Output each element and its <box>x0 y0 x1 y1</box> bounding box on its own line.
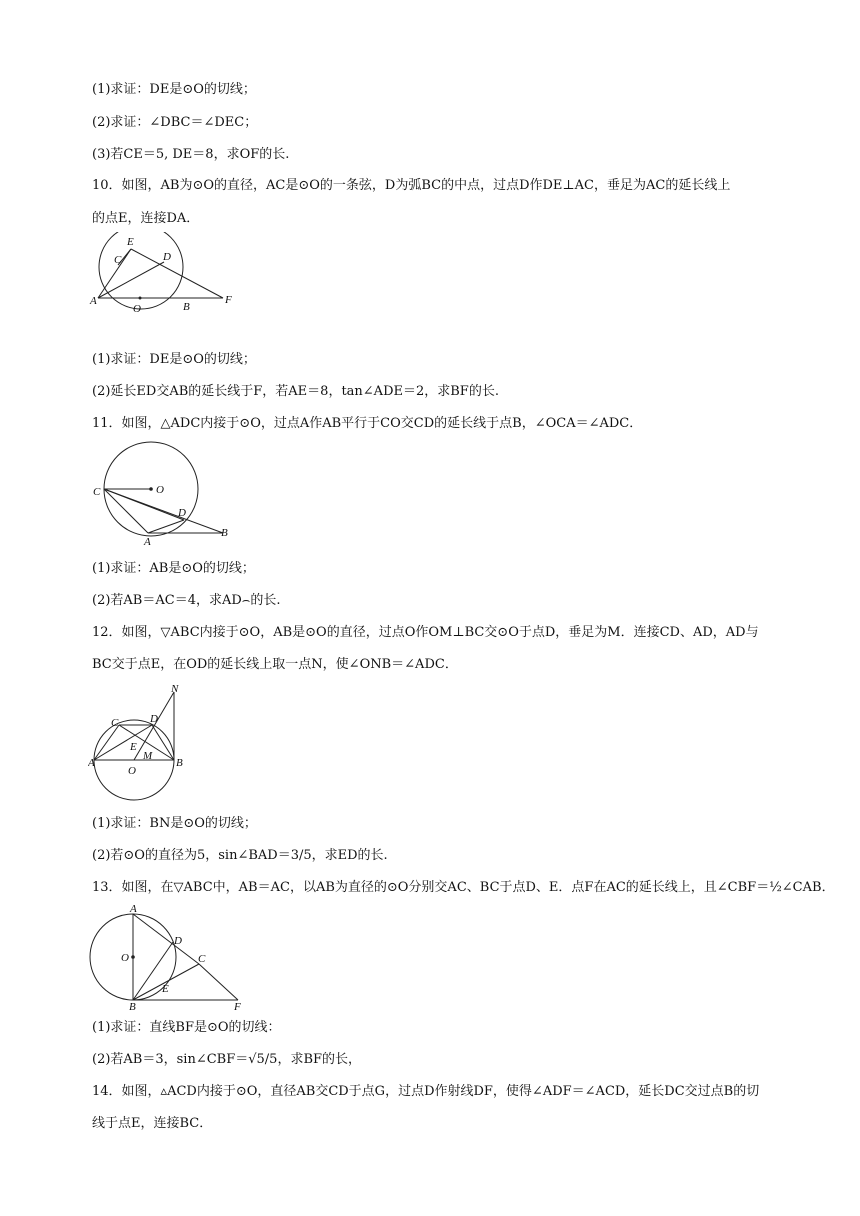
q12-part1: (1)求证：BN是⊙O的切线； <box>92 816 257 831</box>
q11-part1: (1)求证：AB是⊙O的切线； <box>92 561 255 576</box>
label-f: F <box>225 294 232 306</box>
q9-part1: (1)求证：DE是⊙O的切线； <box>92 82 256 97</box>
q12-stem: 12．如图，▽ABC内接于⊙O，AB是⊙O的直径，过点O作OM⊥BC交⊙O于点D，垂足为M．连接CD、AD，AD与 <box>92 625 759 640</box>
label-e: E <box>127 236 134 248</box>
label-b: B <box>183 301 190 313</box>
label-d: D <box>178 507 186 519</box>
label-a: A <box>144 536 151 548</box>
label-n: N <box>171 684 179 695</box>
figure-q13 <box>88 902 248 1012</box>
q12-part2: (2)若⊙O的直径为5，sin∠BAD＝3/5，求ED的长. <box>92 848 388 863</box>
q10-stem-cont: 的点E，连接DA． <box>92 211 200 226</box>
label-c: C <box>198 953 206 965</box>
q10-part2: (2)延长ED交AB的延长线于F，若AE＝8，tan∠ADE＝2，求BF的长. <box>92 384 499 399</box>
label-d: D <box>163 251 171 263</box>
label-d: D <box>150 713 158 725</box>
label-c: C <box>93 486 101 498</box>
figure-q11 <box>88 440 248 550</box>
label-m: M <box>143 750 153 762</box>
label-c: C <box>111 717 119 729</box>
q9-part2: (2)求证：∠DBC＝∠DEC； <box>92 115 258 130</box>
label-b: B <box>176 757 183 769</box>
label-e: E <box>162 983 169 995</box>
figure-q10 <box>88 232 248 318</box>
q13-part2: (2)若AB＝3，sin∠CBF＝√5/5，求BF的长， <box>92 1052 362 1067</box>
q10-part1: (1)求证：DE是⊙O的切线； <box>92 352 256 367</box>
q14-stem: 14．如图，▵ACD内接于⊙O，直径AB交CD于点G，过点D作射线DF，使得∠ADF＝∠ACD，延长DC交过点B的切 <box>92 1084 760 1099</box>
label-b: B <box>221 527 228 539</box>
q13-stem: 13．如图，在▽ABC中，AB＝AC，以AB为直径的⊙O分别交AC、BC于点D、E．点F在AC的延长线上，且∠CBF＝½∠CAB． <box>92 880 835 895</box>
q13-part1: (1)求证：直线BF是⊙O的切线： <box>92 1020 281 1035</box>
label-e: E <box>130 741 137 753</box>
label-d: D <box>174 935 182 947</box>
q14-stem-cont: 线于点E，连接BC． <box>92 1116 213 1131</box>
label-f: F <box>234 1001 241 1012</box>
q9-part3: (3)若CE＝5, DE＝8，求OF的长. <box>92 147 290 162</box>
label-c: C <box>114 254 122 266</box>
label-a: A <box>88 757 95 769</box>
label-b: B <box>129 1001 136 1012</box>
label-o: O <box>121 952 129 964</box>
label-a: A <box>130 903 137 915</box>
q12-stem-cont: BC交于点E，在OD的延长线上取一点N，使∠ONB＝∠ADC． <box>92 657 458 672</box>
q11-stem: 11．如图，△ADC内接于⊙O，过点A作AB平行于CO交CD的延长线于点B，∠OCA＝∠ADC． <box>92 416 643 431</box>
label-o: O <box>128 765 136 777</box>
figure-q12 <box>88 684 198 804</box>
label-o: O <box>133 303 141 315</box>
q10-stem: 10．如图，AB为⊙O的直径，AC是⊙O的一条弦，D为弧BC的中点，过点D作DE⊥AC，垂足为AC的延长线上 <box>92 178 731 193</box>
label-o: O <box>156 484 164 496</box>
label-a: A <box>90 295 97 307</box>
q11-part2: (2)若AB＝AC＝4，求AD⌢的长. <box>92 593 281 608</box>
